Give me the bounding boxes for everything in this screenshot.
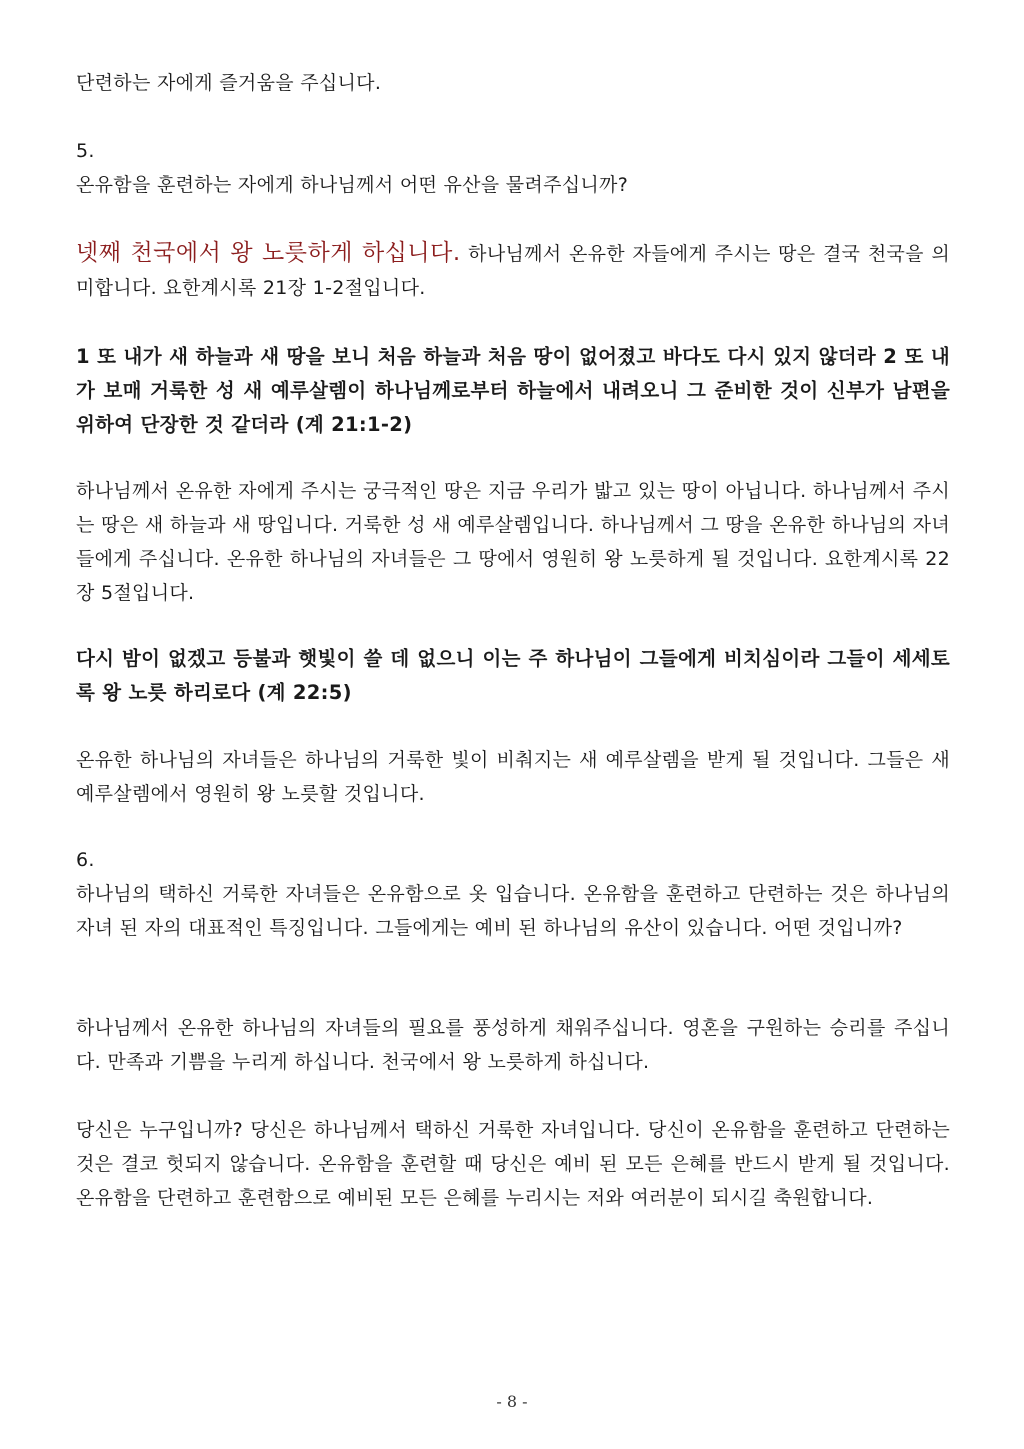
scripture-quote-rev-22: 다시 밤이 없겠고 등불과 햇빛이 쓸 데 없으니 이는 주 하나님이 그들에게 비치심이라 그들이 세세토록 왕 노릇 하리로다 (계 22:5) [76, 647, 950, 704]
paragraph-conclusion: 당신은 누구입니까? 당신은 하나님께서 택하신 거룩한 자녀입니다. 당신이 온유함을 훈련하고 단련하는 것은 결코 헛되지 않습니다. 온유함을 훈련할 때 당신은 예비 된 모든 은혜를 반드시 받게 될 것입니다. 온유함을 단련하고 훈련함으로 예비된 모든 은혜를 누리시는 저와 여러분이 되시길 축원합니다. [76, 1119, 950, 1209]
section-5-question: 온유함을 훈련하는 자에게 하나님께서 어떤 유산을 물려주십니까? [76, 174, 629, 196]
section-number-6: 6. [76, 849, 95, 871]
paragraph-ultimate-land: 하나님께서 온유한 자에게 주시는 궁극적인 땅은 지금 우리가 밟고 있는 땅이 아닙니다. 하나님께서 주시는 땅은 새 하늘과 새 땅입니다. 거룩한 성 새 예루살렘입니다. 하나님께서 그 땅을 온유한 하나님의 자녀들에게 주십니다. 온유한 하나님의 자녀들은 그 땅에서 영원히 왕 노릇하게 될 것입니다. 요한계시록 22장 5절입니다. [76, 480, 950, 604]
scripture-quote-rev-21: 1 또 내가 새 하늘과 새 땅을 보니 처음 하늘과 처음 땅이 없어졌고 바다도 다시 있지 않더라 2 또 내가 보매 거룩한 성 새 예루살렘이 하나님께로부터 하늘에서 내려오니 그 준비한 것이 신부가 남편을 위하여 단장한 것 같더라 (계 21:1-2) [76, 345, 950, 436]
paragraph-new-jerusalem: 온유한 하나님의 자녀들은 하나님의 거룩한 빛이 비춰지는 새 예루살렘을 받게 될 것입니다. 그들은 새 예루살렘에서 영원히 왕 노릇할 것입니다. [76, 749, 950, 805]
paragraph-heaven [76, 236, 950, 305]
section-6 [76, 843, 950, 945]
section-6-text: 하나님의 택하신 거룩한 자녀들은 온유함으로 옷 입습니다. 온유함을 훈련하고 단련하는 것은 하나님의 자녀 된 자의 대표적인 특징입니다. 그들에게는 예비 된 하나님의 유산이 있습니다. 어떤 것입니까? [76, 883, 950, 939]
section-number-5: 5. [76, 140, 95, 162]
page-number: - 8 - [496, 1392, 528, 1411]
highlight-heading: 넷째 천국에서 왕 노릇하게 하십니다. [76, 240, 461, 266]
paragraph-heaven-text: 하나님께서 온유한 자들에게 주시는 땅은 결국 천국을 의미합니다. 요한계시록 21장 1-2절입니다. [76, 243, 951, 299]
section-5 [76, 134, 628, 202]
paragraph-1: 단련하는 자에게 즐거움을 주십니다. [76, 72, 382, 94]
paragraph-summary: 하나님께서 온유한 하나님의 자녀들의 필요를 풍성하게 채워주십니다. 영혼을 구원하는 승리를 주십니다. 만족과 기쁨을 누리게 하십니다. 천국에서 왕 노릇하게 하십니다. [76, 1017, 950, 1073]
